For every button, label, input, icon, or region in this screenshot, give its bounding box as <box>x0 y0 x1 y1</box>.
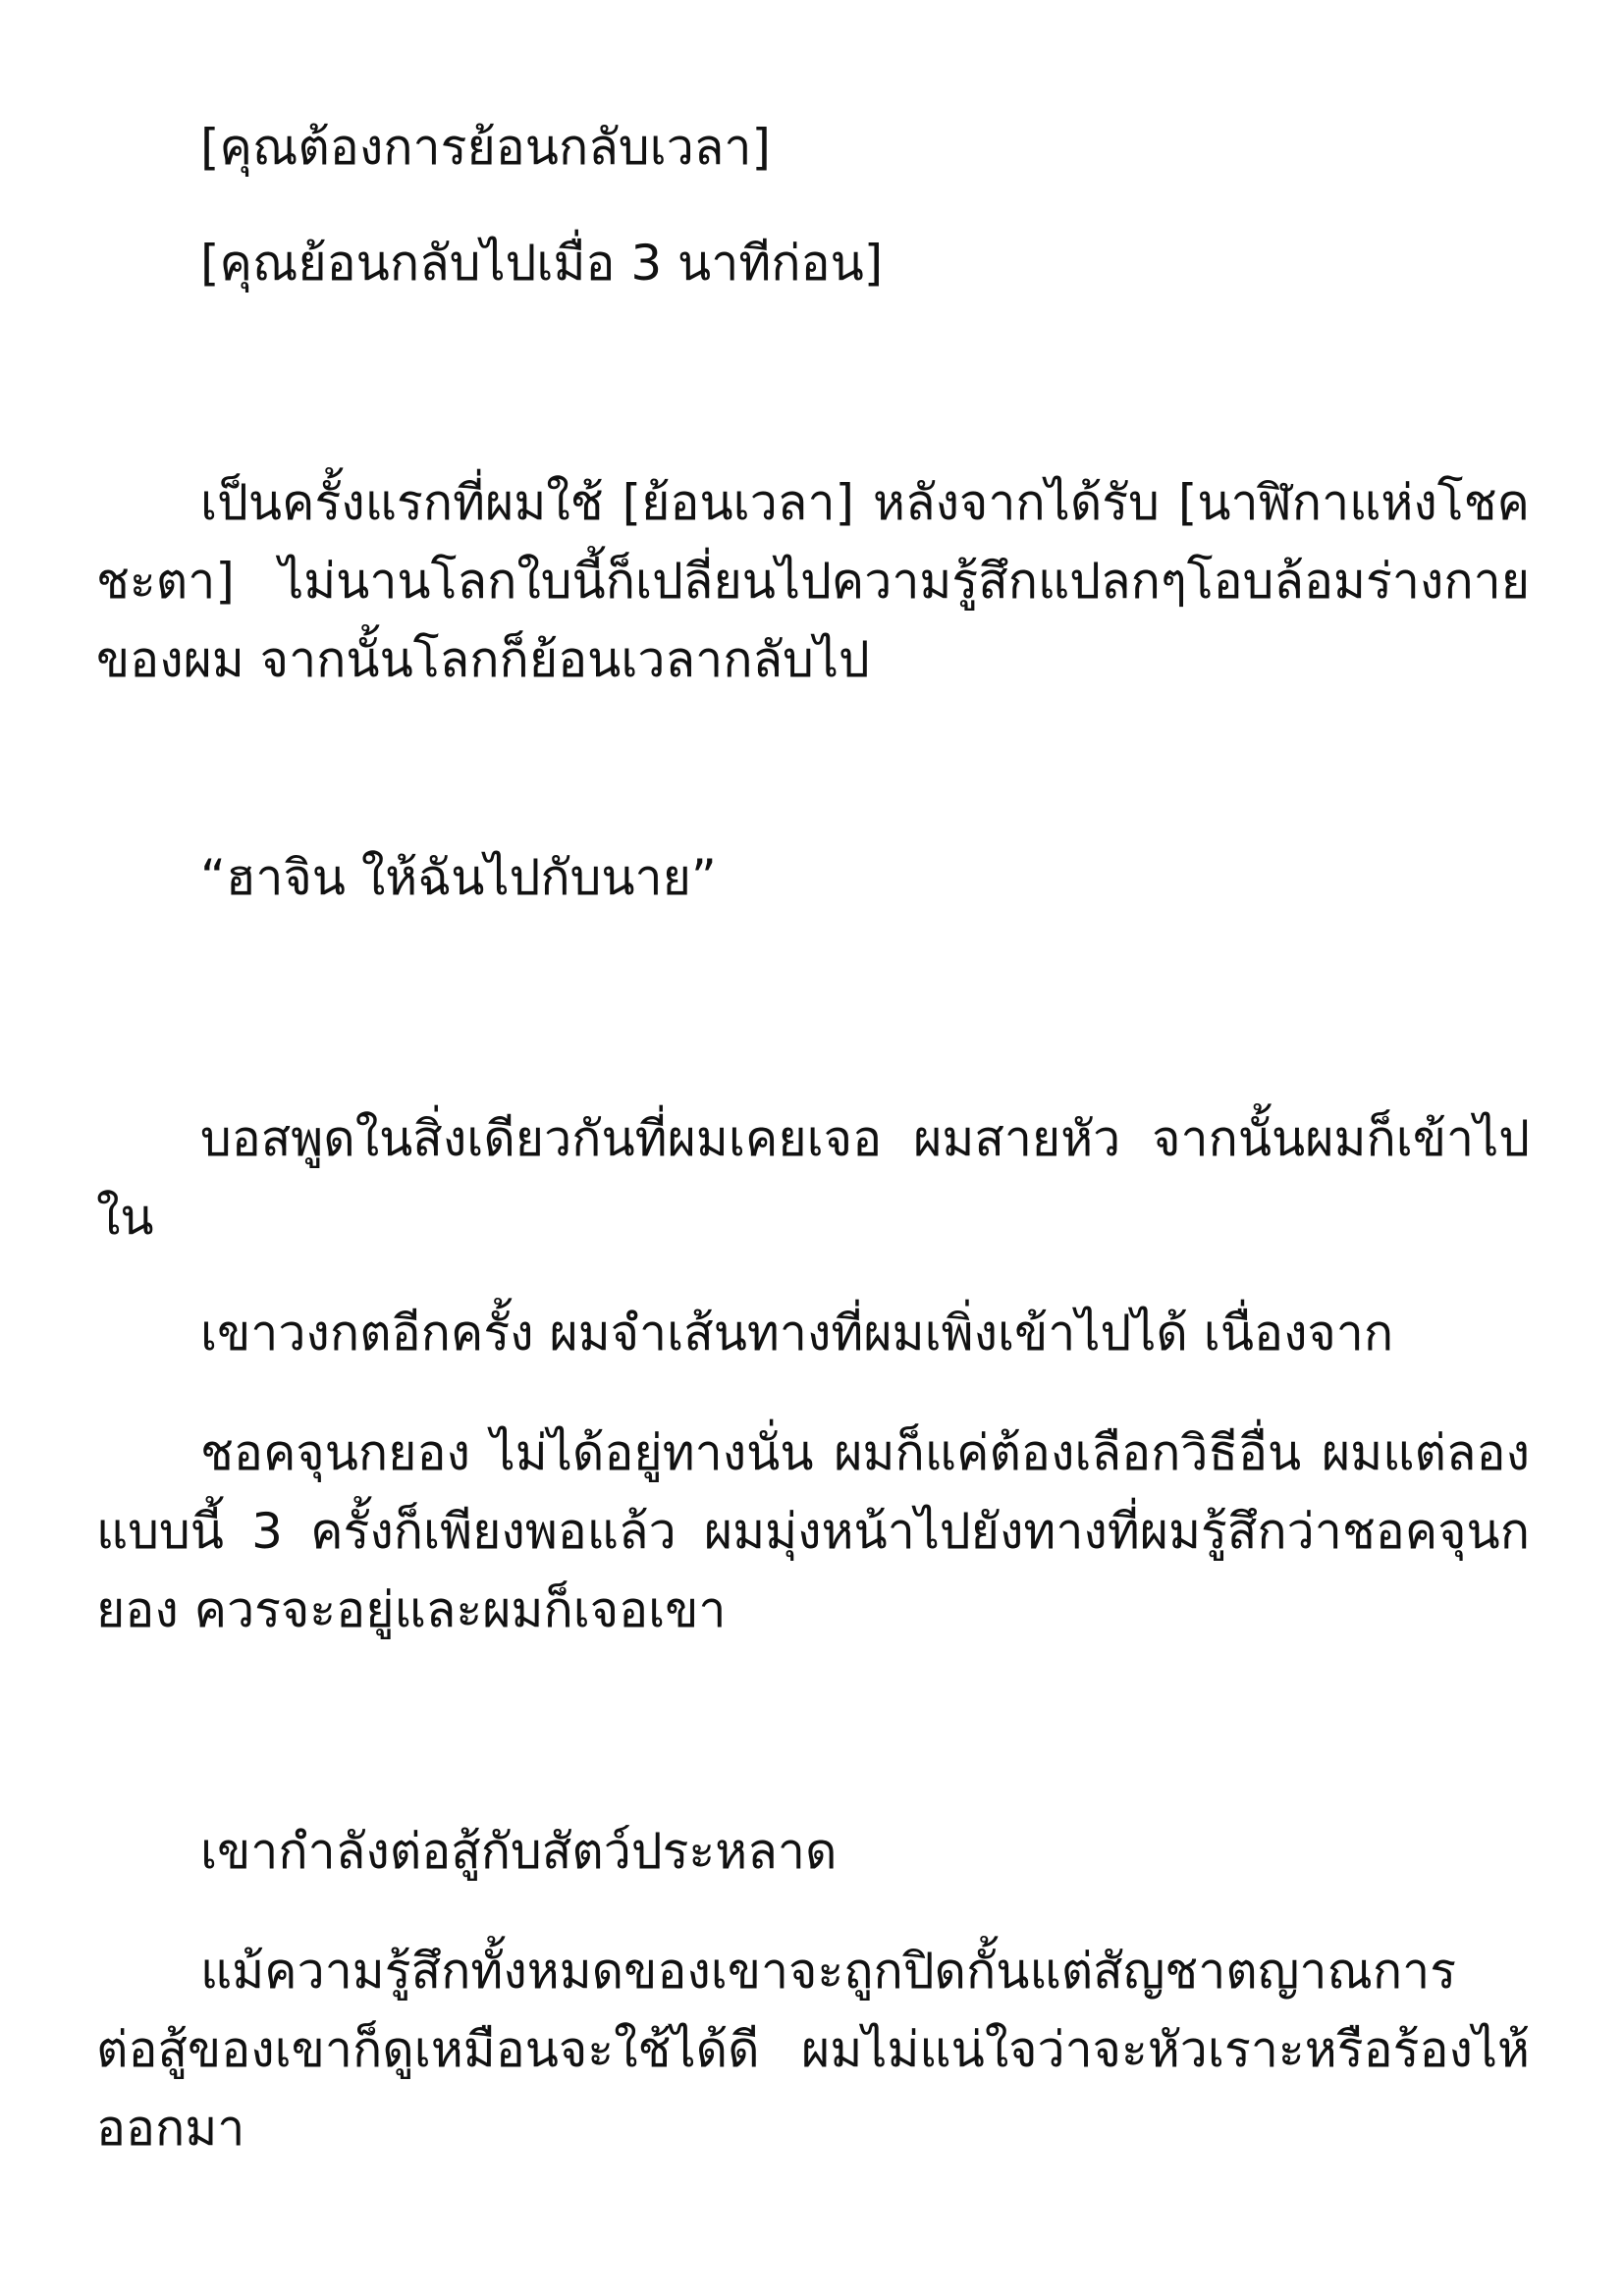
paragraph-narration-6: แม้ความรู้สึกทั้งหมดของเขาจะถูกปิดกั้นแต่สัญชาตญาณการต่อสู้ของเขาก็ดูเหมือนจะใช้ได้ดี ผมไม่แน่ใจว่าจะหัวเราะหรือร้องไห้ออกมา <box>96 1943 1530 2157</box>
paragraph-narration-4: ชอคจุนกยอง ไม่ได้อยู่ทางนั่น ผมก็แค่ต้องเลือกวิธีอื่น ผมแต่ลองแบบนี้ 3 ครั้งก็เพียงพอแล้ว ผมมุ่งหน้าไปยังทางที่ผมรู้สึกว่าชอคจุนกยอง ควรจะอยู่และผมก็เจอเขา <box>96 1424 1530 1638</box>
paragraph-narration-1: เป็นครั้งแรกที่ผมใช้ [ย้อนเวลา] หลังจากได้รับ [นาฬิกาแห่งโชคชะตา] ไม่นานโลกใบนี้ก็เปลี่ยนไปความรู้สึกแปลกๆโอบล้อมร่างกายของผม จากนั้นโลกก็ย้อนเวลากลับไป <box>96 474 1530 688</box>
paragraph-system-message-1: [คุณต้องการย้อนกลับเวลา] <box>200 119 772 176</box>
paragraph-narration-2: บอสพูดในสิ่งเดียวกันที่ผมเคยเจอ ผมสายหัว จากนั้นผมก็เข้าไปใน <box>96 1110 1530 1246</box>
paragraph-narration-5: เขากำลังต่อสู้กับสัตว์ประหลาด <box>200 1823 838 1880</box>
paragraph-system-message-2: [คุณย้อนกลับไปเมื่อ 3 นาทีก่อน] <box>200 235 884 292</box>
paragraph-dialogue: “ฮาจิน ให้ฉันไปกับนาย” <box>200 849 717 906</box>
paragraph-narration-3: เขาวงกตอีกครั้ง ผมจำเส้นทางที่ผมเพิ่งเข้าไปได้ เนื่องจาก <box>200 1305 1394 1362</box>
